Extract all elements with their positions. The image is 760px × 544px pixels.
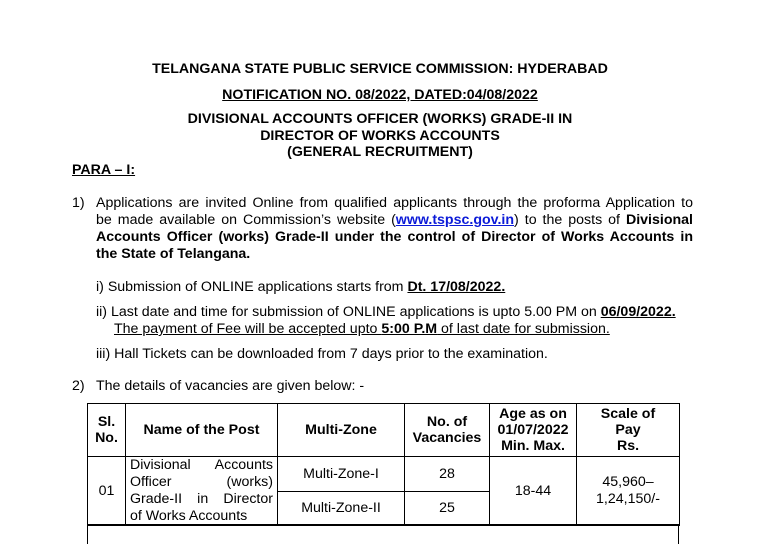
- header-age-line: Age as on: [499, 406, 567, 422]
- sub-item-i-date: Dt. 17/08/2022.: [407, 279, 506, 295]
- header-age-line: Min. Max.: [501, 438, 565, 454]
- sub-item-ii-line2: [114, 321, 610, 338]
- header-pay-line: Scale of: [600, 406, 656, 422]
- cell-vacancies-1: 28: [405, 457, 490, 492]
- pay-scale-line: 1,24,150/-: [596, 491, 660, 507]
- item-1-number: 1): [72, 195, 85, 211]
- sub-item-ii-date: 06/09/2022.: [600, 304, 676, 320]
- table-header-row: [88, 404, 680, 457]
- sub-item-i-text: i) Submission of ONLINE applications starts from: [96, 279, 408, 295]
- sub-item-i: [96, 279, 505, 296]
- cell-vacancies-2: 25: [405, 491, 490, 526]
- post-name-line: of Works Accounts: [130, 508, 248, 524]
- table-total-row-edge: [87, 524, 679, 544]
- header-pay-scale: [577, 404, 680, 457]
- item-1-line2-pre: be made available on Commission’s website (: [96, 212, 396, 228]
- sub-item-ii-text: ii) Last date and time for submission of ONLINE applications is upto 5.00 PM on: [96, 304, 601, 320]
- header-pay-line: Pay: [615, 422, 641, 438]
- commission-title: TELANGANA STATE PUBLIC SERVICE COMMISSION: HYDERABAD: [152, 61, 608, 77]
- cell-pay-scale: [577, 457, 680, 526]
- sub-item-ii: [96, 304, 676, 321]
- cell-sl-no: 01: [88, 457, 126, 526]
- post-title-line: (GENERAL RECRUITMENT): [287, 144, 473, 160]
- website-link[interactable]: www.tspsc.gov.in: [395, 212, 515, 228]
- item-1-line: Applications are invited Online from qualified applicants through the proforma Application to: [96, 195, 693, 211]
- item-2-text: The details of vacancies are given below: -: [96, 378, 365, 394]
- cell-zone-2: Multi-Zone-II: [278, 491, 405, 526]
- item-1-line: Accounts Officer (works) Grade-II under the control of Director of Works Accounts in: [96, 229, 693, 245]
- fee-text: The payment of Fee will be accepted upto: [114, 321, 382, 337]
- header-post-name: Name of the Post: [126, 404, 278, 457]
- cell-post-name: [126, 457, 278, 526]
- post-name-line: Grade-II in Director: [130, 491, 273, 507]
- table-row: [88, 457, 680, 492]
- cell-zone-1: Multi-Zone-I: [278, 457, 405, 492]
- sub-item-iii: iii) Hall Tickets can be downloaded from 7 days prior to the examination.: [96, 346, 548, 362]
- fee-time: 5:00 P.M: [381, 321, 438, 337]
- cell-age: 18-44: [490, 457, 577, 526]
- header-age-line: 01/07/2022: [497, 422, 569, 438]
- vacancy-table: [87, 403, 680, 526]
- para-heading: PARA – I:: [72, 162, 136, 178]
- item-1-line2-bold: Divisional: [625, 212, 693, 228]
- item-1-line: [96, 212, 693, 229]
- post-title-line: DIVISIONAL ACCOUNTS OFFICER (WORKS) GRADE-II IN: [187, 111, 573, 127]
- header-pay-line: Rs.: [616, 438, 640, 454]
- post-title: [0, 111, 760, 161]
- item-1-line2-mid: ) to the posts of: [514, 212, 626, 228]
- post-name-line: Divisional Accounts: [130, 457, 273, 473]
- header-sl-no: Sl. No.: [88, 404, 126, 457]
- item-1-line: the State of Telangana.: [96, 246, 251, 262]
- header-age: [490, 404, 577, 457]
- item-2-number: 2): [72, 378, 85, 394]
- header-vacancies: No. of Vacancies: [405, 404, 490, 457]
- pay-scale-line: 45,960–: [602, 474, 654, 490]
- post-name-line: Officer (works): [130, 474, 273, 490]
- post-title-line: DIRECTOR OF WORKS ACCOUNTS: [260, 127, 500, 144]
- notification-number: NOTIFICATION NO. 08/2022, DATED:04/08/2022: [222, 87, 538, 103]
- header-multi-zone: Multi-Zone: [278, 404, 405, 457]
- fee-text-end: of last date for submission.: [437, 321, 610, 337]
- item-1-text: [96, 195, 693, 263]
